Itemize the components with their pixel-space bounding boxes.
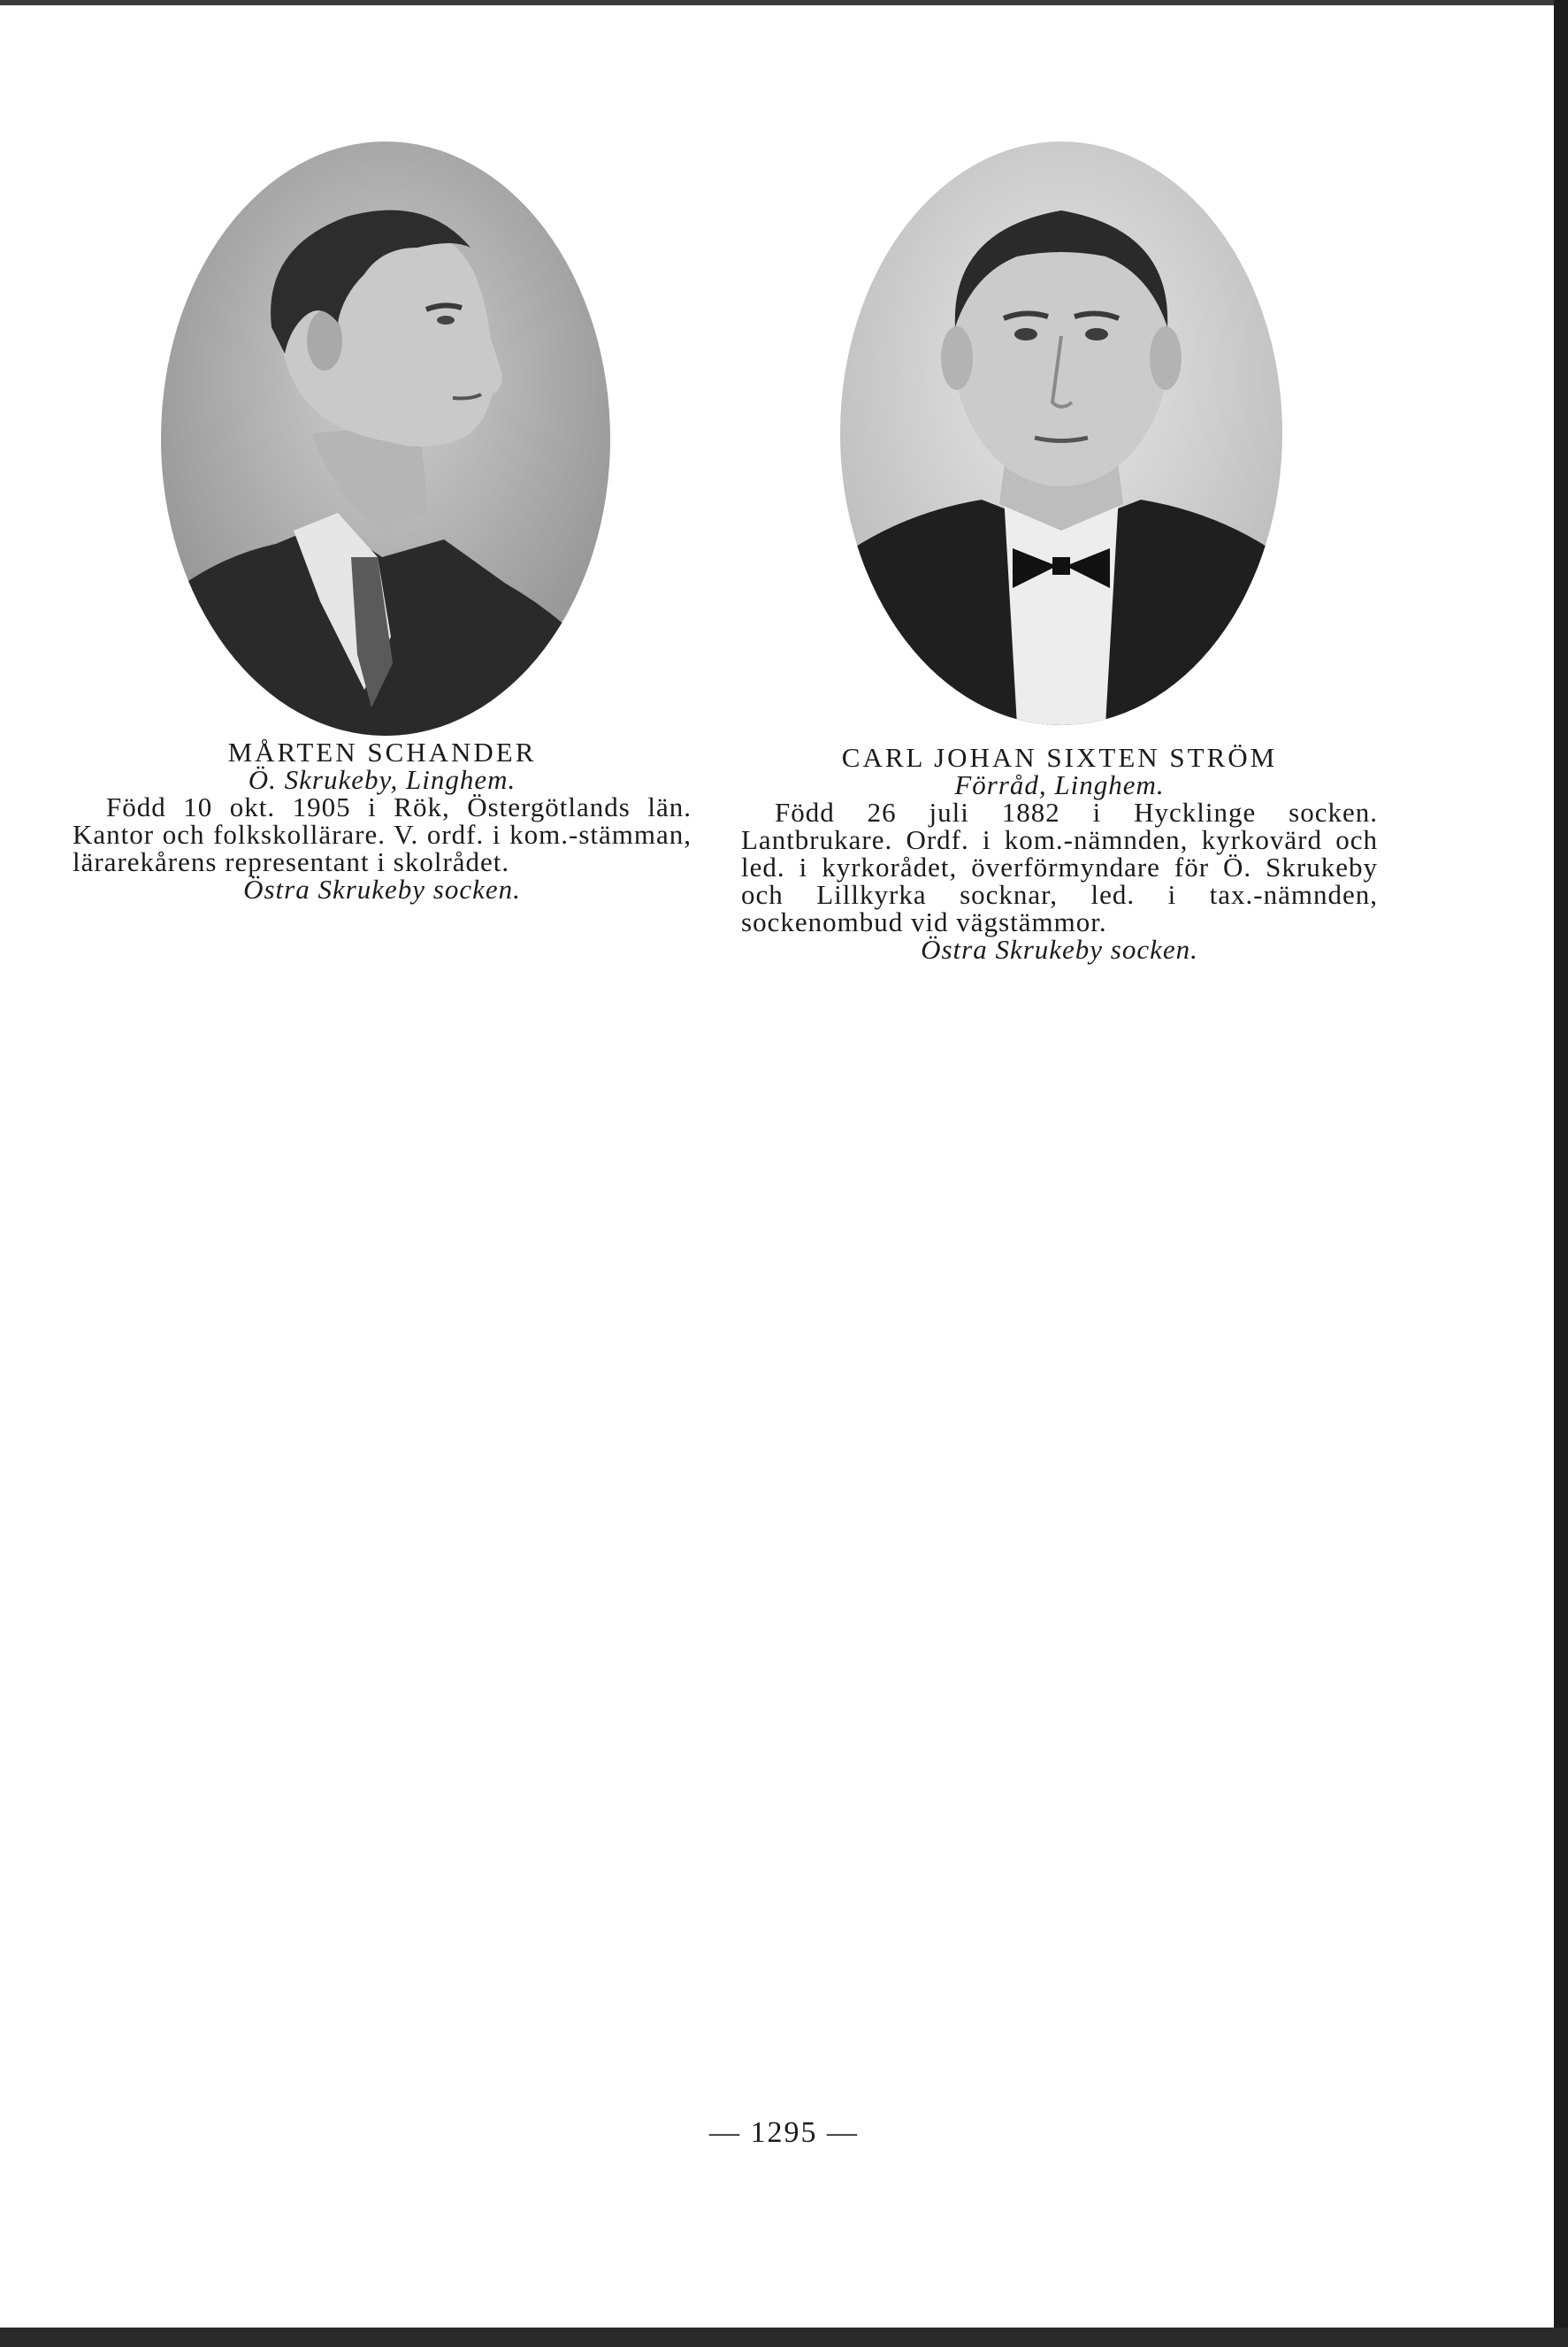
person-name: MÅRTEN SCHANDER bbox=[227, 737, 537, 768]
portrait-carl-johan-sixten-strom bbox=[840, 141, 1282, 725]
person-parish: Östra Skrukeby socken. bbox=[921, 934, 1198, 965]
person-biography: Född 10 okt. 1905 i Rök, Östergötlands län. Kantor och folkskollärare. V. ordf. i kom.-stämman, lärarekårens representant i skolrådet. bbox=[73, 791, 692, 877]
person-residence: Ö. Skrukeby, Linghem. bbox=[248, 764, 516, 795]
entry-marten-schander bbox=[73, 738, 692, 903]
page-number: — 1295 — bbox=[709, 2116, 859, 2149]
portrait-marten-schander bbox=[161, 141, 610, 736]
entry-carl-johan-sixten-strom bbox=[741, 744, 1378, 963]
scan-right-edge bbox=[1554, 0, 1568, 2347]
person-name: CARL JOHAN SIXTEN STRÖM bbox=[841, 742, 1278, 773]
person-parish: Östra Skrukeby socken. bbox=[243, 874, 521, 905]
scan-top-edge bbox=[0, 0, 1568, 5]
scan-bottom-edge bbox=[0, 2328, 1568, 2347]
person-biography: Född 26 juli 1882 i Hycklinge socken. Lantbrukare. Ordf. i kom.-nämnden, kyrkovärd och led. i kyrkorådet, överförmyndare för Ö. Skrukeby och Lillkyrka socknar, led. i tax.-nämnden, sockenombud vid vägstämmor. bbox=[741, 797, 1378, 937]
person-residence: Förråd, Linghem. bbox=[954, 769, 1165, 800]
